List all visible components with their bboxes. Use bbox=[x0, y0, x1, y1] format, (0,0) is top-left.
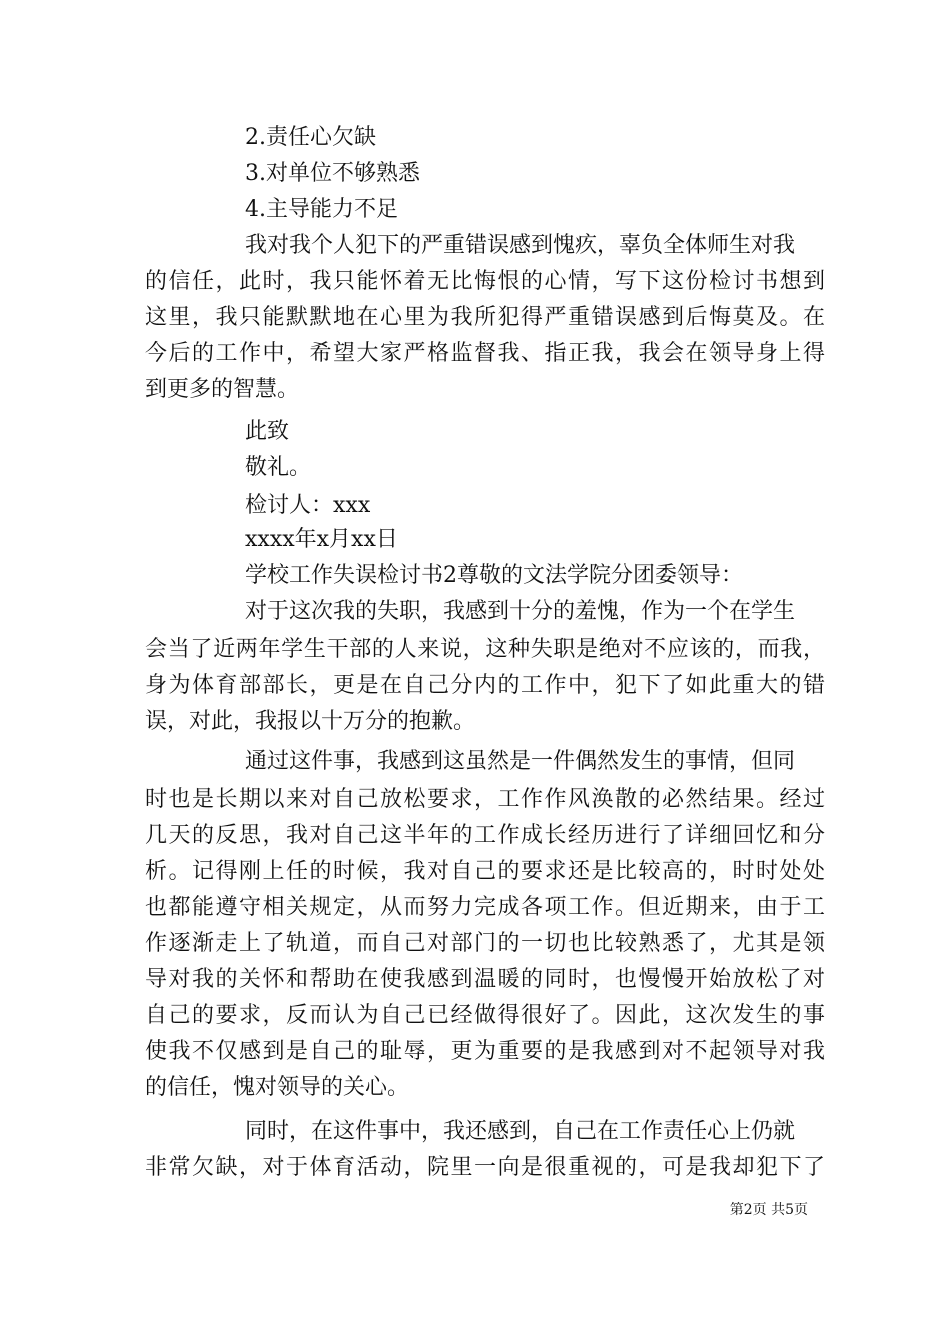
paragraph-line: 到更多的智慧。 bbox=[145, 377, 300, 402]
closing-salute: 敬礼。 bbox=[245, 455, 312, 480]
page-number: 第2页 共5页 bbox=[729, 1202, 808, 1218]
paragraph-line: 的信任，此时，我只能怀着无比悔恨的心情，写下这份检讨书想到 bbox=[145, 269, 825, 294]
list-item: 2.责任心欠缺 bbox=[245, 125, 376, 150]
date: xxxx年x月xx日 bbox=[245, 527, 398, 552]
paragraph-line: 通过这件事，我感到这虽然是一件偶然发生的事情，但同 bbox=[245, 749, 796, 774]
paragraph-line: 今后的工作中，希望大家严格监督我、指正我，我会在领导身上得 bbox=[145, 341, 825, 366]
paragraph-line: 导对我的关怀和帮助在使我感到温暖的同时，也慢慢开始放松了对 bbox=[145, 967, 825, 992]
paragraph-line: 同时，在这件事中，我还感到，自己在工作责任心上仍就 bbox=[245, 1119, 796, 1144]
paragraph-line: 自己的要求，反而认为自己已经做得很好了。因此，这次发生的事 bbox=[145, 1003, 825, 1028]
list-item: 3.对单位不够熟悉 bbox=[245, 161, 420, 186]
paragraph-line: 误，对此，我报以十万分的抱歉。 bbox=[145, 709, 476, 734]
paragraph-line: 这里，我只能默默地在心里为我所犯得严重错误感到后悔莫及。在 bbox=[145, 305, 825, 330]
paragraph-line: 的信任，愧对领导的关心。 bbox=[145, 1075, 410, 1100]
paragraph-line: 对于这次我的失职，我感到十分的羞愧，作为一个在学生 bbox=[245, 599, 796, 624]
paragraph-line: 会当了近两年学生干部的人来说，这种失职是绝对不应该的，而我， bbox=[145, 637, 825, 662]
paragraph-line: 作逐渐走上了轨道，而自己对部门的一切也比较熟悉了，尤其是领 bbox=[145, 931, 825, 956]
paragraph-line: 也都能遵守相关规定，从而努力完成各项工作。但近期来，由于工 bbox=[145, 895, 825, 920]
paragraph-line: 非常欠缺，对于体育活动，院里一向是很重视的，可是我却犯下了 bbox=[145, 1155, 825, 1180]
paragraph-line: 身为体育部部长，更是在自己分内的工作中，犯下了如此重大的错 bbox=[145, 673, 825, 698]
paragraph-line: 几天的反思，我对自己这半年的工作成长经历进行了详细回忆和分 bbox=[145, 823, 825, 848]
paragraph-line: 析。记得刚上任的时候，我对自己的要求还是比较高的，时时处处 bbox=[145, 859, 825, 884]
closing-greeting: 此致 bbox=[245, 419, 290, 444]
paragraph-line: 使我不仅感到是自己的耻辱，更为重要的是我感到对不起领导对我 bbox=[145, 1039, 825, 1064]
paragraph-line: 我对我个人犯下的严重错误感到愧疚，辜负全体师生对我 bbox=[245, 233, 796, 258]
section-heading: 学校工作失误检讨书2尊敬的文法学院分团委领导： bbox=[245, 563, 743, 588]
paragraph-line: 时也是长期以来对自己放松要求，工作作风涣散的必然结果。经过 bbox=[145, 787, 825, 812]
list-item: 4.主导能力不足 bbox=[245, 197, 398, 222]
signer: 检讨人：xxx bbox=[245, 493, 371, 518]
